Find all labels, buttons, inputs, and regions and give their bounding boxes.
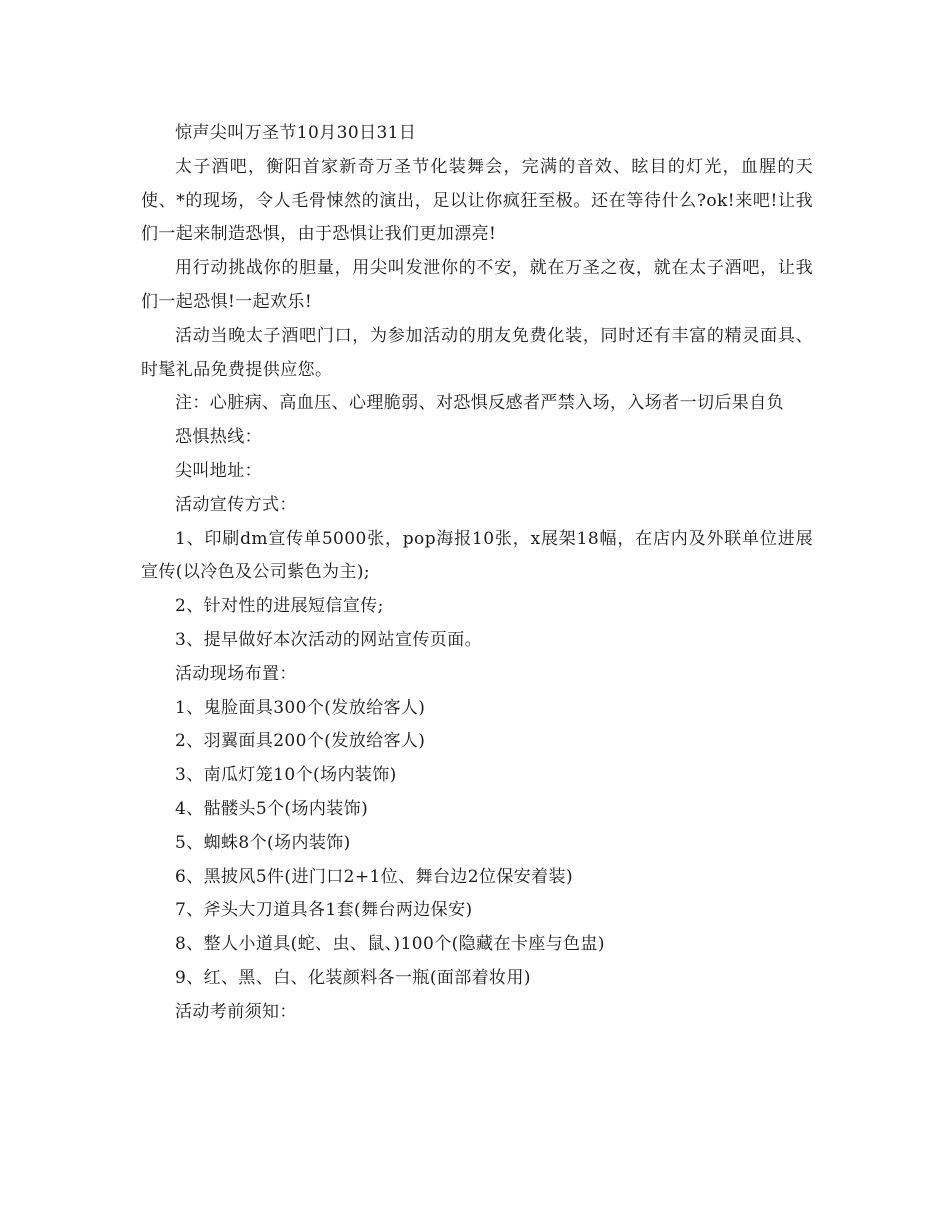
list-item: 4、骷髅头5个(场内装饰) (175, 798, 369, 819)
hotline-label: 恐惧热线： (175, 427, 262, 448)
section-heading-venue-setup: 活动现场布置： (175, 663, 297, 684)
list-item: 3、南瓜灯笼10个(场内装饰) (175, 765, 397, 786)
address-label: 尖叫地址： (175, 460, 262, 481)
list-item: 5、蜘蛛8个(场内装饰) (175, 832, 351, 853)
paragraph-intro: 太子酒吧，衡阳首家新奇万圣节化装舞会，完满的音效、眩目的灯光，血腥的天使、*的现场，令人毛骨悚然的演出，足以让你疯狂至极。还在等待什么?ok!来吧!让我们一起来制造恐惧，由于恐惧让我们更加漂亮! (141, 156, 813, 245)
paragraph-notice: 注：心脏病、高血压、心理脆弱、对恐惧反感者严禁入场，入场者一切后果自负 (175, 393, 784, 414)
list-item: 6、黑披风5件(进门口2+1位、舞台边2位保安着装) (175, 866, 573, 887)
list-item: 3、提早做好本次活动的网站宣传页面。 (175, 629, 483, 650)
list-item: 1、印刷dm宣传单5000张，pop海报10张，x展架18幅，在店内及外联单位进展宣传(以冷色及公司紫色为主); (141, 528, 813, 583)
list-item: 9、红、黑、白、化装颜料各一瓶(面部着妆用) (175, 967, 531, 988)
paragraph-free-makeup: 活动当晚太子酒吧门口，为参加活动的朋友免费化装，同时还有丰富的精灵面具、时髦礼品免费提供应您。 (141, 325, 813, 380)
list-item: 2、针对性的进展短信宣传; (175, 596, 384, 617)
paragraph-challenge: 用行动挑战你的胆量，用尖叫发泄你的不安，就在万圣之夜，就在太子酒吧，让我们一起恐惧!一起欢乐! (141, 258, 813, 312)
document-heading: 惊声尖叫万圣节10月30日31日 (175, 123, 417, 143)
section-heading-promotion: 活动宣传方式： (175, 494, 297, 515)
list-item: 2、羽翼面具200个(发放给客人) (175, 731, 426, 752)
list-item: 1、鬼脸面具300个(发放给客人) (175, 697, 426, 718)
list-item: 7、斧头大刀道具各1套(舞台两边保安) (175, 900, 473, 921)
document-body (141, 117, 813, 1030)
section-heading-precautions: 活动考前须知： (175, 1001, 297, 1022)
list-item: 8、整人小道具(蛇、虫、鼠、)100个(隐藏在卡座与色盅) (175, 934, 605, 955)
